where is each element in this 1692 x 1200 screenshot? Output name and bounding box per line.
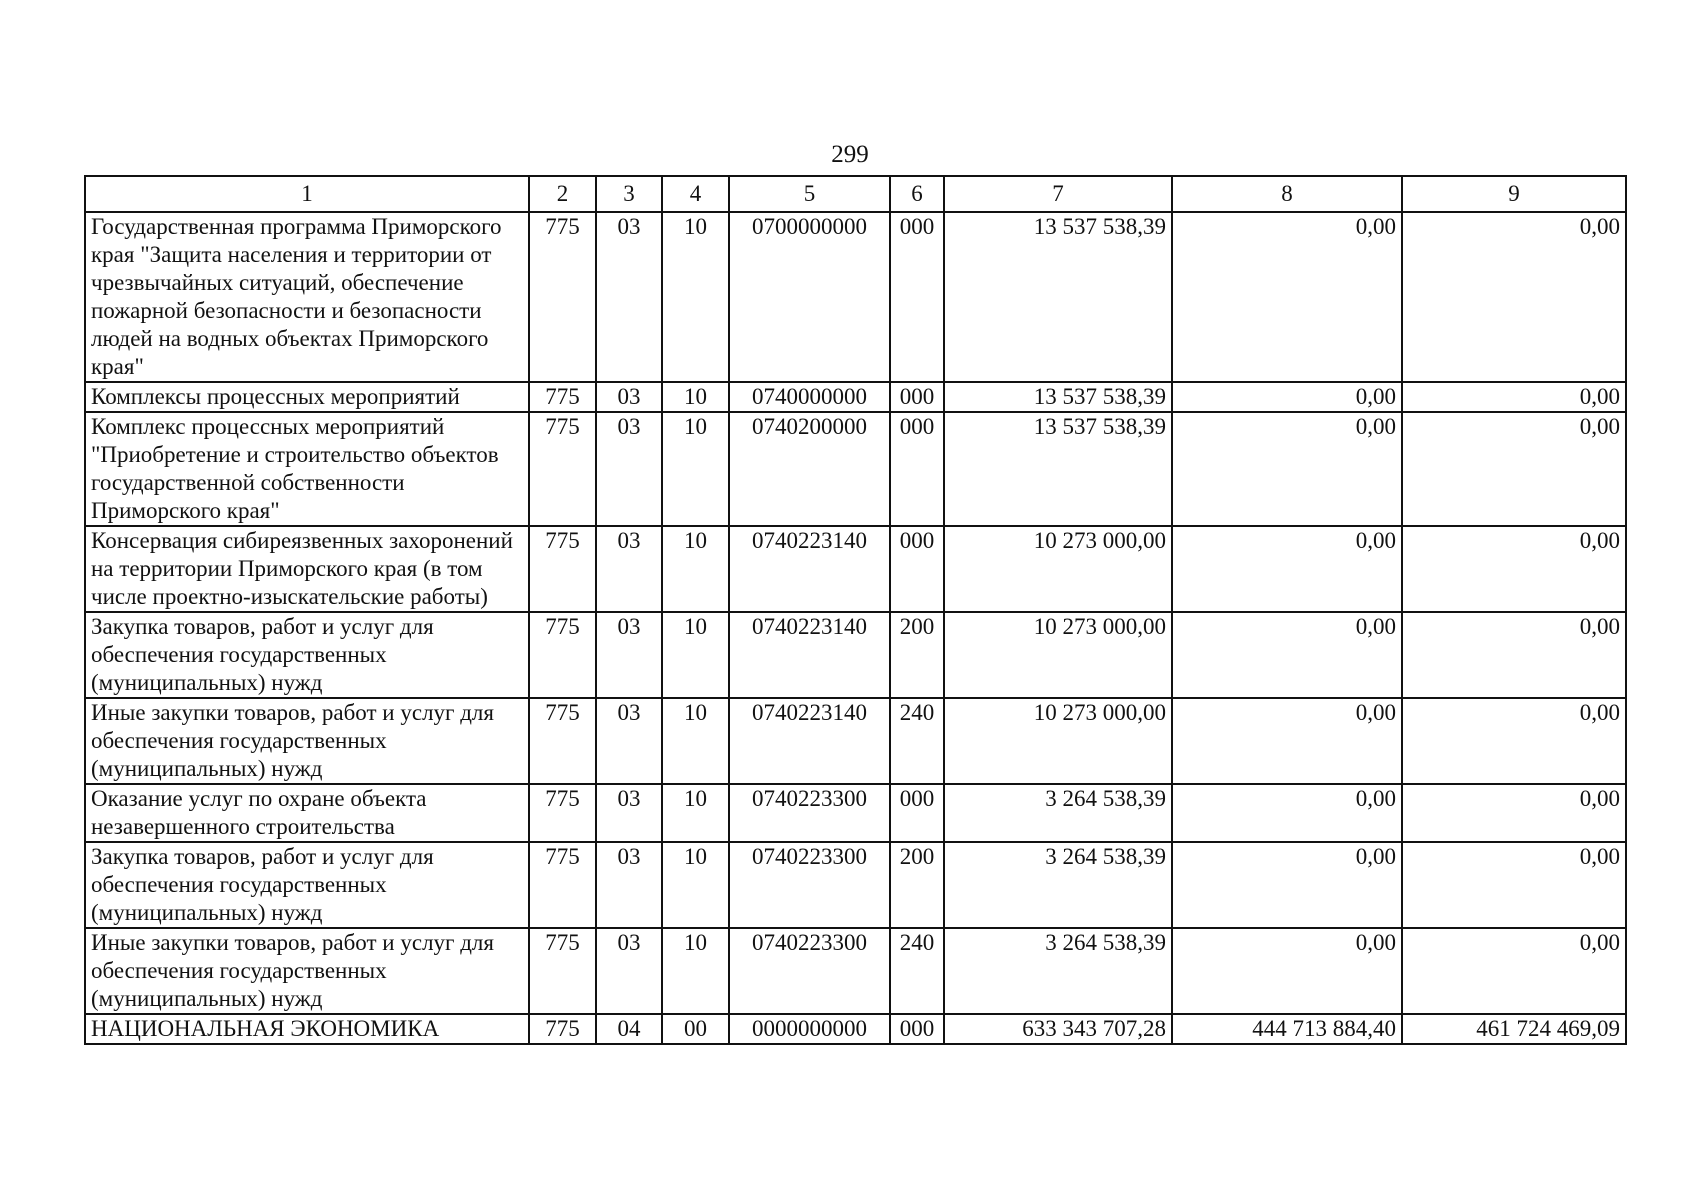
row-amount-8: 0,00 (1172, 412, 1402, 526)
table-row (85, 784, 1626, 842)
row-amount-9: 0,00 (1402, 212, 1626, 382)
row-target-code: 0740223300 (729, 842, 890, 928)
row-amount-8: 0,00 (1172, 784, 1402, 842)
column-header: 9 (1402, 176, 1626, 212)
row-section-code: 04 (596, 1014, 662, 1044)
row-amount-8: 444 713 884,40 (1172, 1014, 1402, 1044)
row-expense-type-code: 000 (890, 412, 944, 526)
column-header: 4 (662, 176, 729, 212)
row-name: Иные закупки товаров, работ и услуг для обеспечения государственных (муниципальных) нужд (85, 928, 529, 1014)
row-name: Государственная программа Приморского края "Защита населения и территории от чрезвычайных ситуаций, обеспечение пожарной безопасности и безопасности людей на водных объектах Приморского края" (85, 212, 529, 382)
table-row (85, 842, 1626, 928)
header-row (85, 176, 1626, 212)
row-ministry-code: 775 (529, 412, 596, 526)
row-subsection-code: 10 (662, 842, 729, 928)
row-amount-7: 10 273 000,00 (944, 698, 1172, 784)
row-amount-7: 3 264 538,39 (944, 784, 1172, 842)
row-section-code: 03 (596, 382, 662, 412)
row-amount-9: 0,00 (1402, 382, 1626, 412)
row-subsection-code: 10 (662, 784, 729, 842)
row-amount-9: 0,00 (1402, 526, 1626, 612)
row-expense-type-code: 000 (890, 1014, 944, 1044)
row-amount-9: 0,00 (1402, 412, 1626, 526)
row-subsection-code: 10 (662, 212, 729, 382)
row-ministry-code: 775 (529, 612, 596, 698)
page-number: 299 (831, 141, 869, 168)
row-target-code: 0740223140 (729, 698, 890, 784)
table-row (85, 382, 1626, 412)
row-subsection-code: 10 (662, 526, 729, 612)
row-name: Комплекс процессных мероприятий "Приобретение и строительство объектов государственной собственности Приморского края" (85, 412, 529, 526)
column-header: 2 (529, 176, 596, 212)
table-row (85, 526, 1626, 612)
row-subsection-code: 10 (662, 382, 729, 412)
row-ministry-code: 775 (529, 1014, 596, 1044)
row-amount-8: 0,00 (1172, 212, 1402, 382)
row-amount-8: 0,00 (1172, 612, 1402, 698)
row-target-code: 0740200000 (729, 412, 890, 526)
row-ministry-code: 775 (529, 212, 596, 382)
row-expense-type-code: 000 (890, 382, 944, 412)
table-row (85, 1014, 1626, 1044)
column-header: 1 (85, 176, 529, 212)
row-amount-8: 0,00 (1172, 698, 1402, 784)
table-row (85, 212, 1626, 382)
row-section-code: 03 (596, 526, 662, 612)
row-amount-7: 10 273 000,00 (944, 526, 1172, 612)
row-ministry-code: 775 (529, 928, 596, 1014)
row-amount-7: 10 273 000,00 (944, 612, 1172, 698)
row-name: Комплексы процессных мероприятий (85, 382, 529, 412)
row-section-code: 03 (596, 928, 662, 1014)
row-name: Иные закупки товаров, работ и услуг для обеспечения государственных (муниципальных) нужд (85, 698, 529, 784)
row-subsection-code: 00 (662, 1014, 729, 1044)
row-expense-type-code: 200 (890, 842, 944, 928)
table-row (85, 412, 1626, 526)
row-amount-9: 0,00 (1402, 784, 1626, 842)
row-amount-9: 0,00 (1402, 842, 1626, 928)
column-header: 8 (1172, 176, 1402, 212)
row-subsection-code: 10 (662, 412, 729, 526)
row-amount-7: 13 537 538,39 (944, 382, 1172, 412)
row-name: НАЦИОНАЛЬНАЯ ЭКОНОМИКА (85, 1014, 529, 1044)
row-ministry-code: 775 (529, 526, 596, 612)
row-section-code: 03 (596, 612, 662, 698)
row-expense-type-code: 240 (890, 698, 944, 784)
row-amount-7: 3 264 538,39 (944, 842, 1172, 928)
row-target-code: 0700000000 (729, 212, 890, 382)
table-row (85, 612, 1626, 698)
row-section-code: 03 (596, 784, 662, 842)
row-amount-8: 0,00 (1172, 928, 1402, 1014)
row-target-code: 0740223140 (729, 612, 890, 698)
row-name: Закупка товаров, работ и услуг для обеспечения государственных (муниципальных) нужд (85, 612, 529, 698)
budget-table (84, 175, 1627, 1045)
column-header: 3 (596, 176, 662, 212)
row-expense-type-code: 000 (890, 526, 944, 612)
row-amount-7: 13 537 538,39 (944, 212, 1172, 382)
row-target-code: 0740223300 (729, 928, 890, 1014)
row-target-code: 0000000000 (729, 1014, 890, 1044)
row-amount-9: 0,00 (1402, 612, 1626, 698)
row-subsection-code: 10 (662, 928, 729, 1014)
row-subsection-code: 10 (662, 612, 729, 698)
row-section-code: 03 (596, 412, 662, 526)
row-amount-8: 0,00 (1172, 526, 1402, 612)
column-header: 6 (890, 176, 944, 212)
row-expense-type-code: 000 (890, 212, 944, 382)
row-expense-type-code: 200 (890, 612, 944, 698)
table-row (85, 698, 1626, 784)
row-ministry-code: 775 (529, 698, 596, 784)
row-amount-7: 13 537 538,39 (944, 412, 1172, 526)
row-ministry-code: 775 (529, 382, 596, 412)
row-amount-7: 633 343 707,28 (944, 1014, 1172, 1044)
row-name: Оказание услуг по охране объекта незавершенного строительства (85, 784, 529, 842)
row-expense-type-code: 000 (890, 784, 944, 842)
row-expense-type-code: 240 (890, 928, 944, 1014)
row-target-code: 0740223140 (729, 526, 890, 612)
column-header: 5 (729, 176, 890, 212)
row-amount-9: 0,00 (1402, 928, 1626, 1014)
table-row (85, 928, 1626, 1014)
row-amount-9: 0,00 (1402, 698, 1626, 784)
row-subsection-code: 10 (662, 698, 729, 784)
row-amount-8: 0,00 (1172, 842, 1402, 928)
row-ministry-code: 775 (529, 784, 596, 842)
row-section-code: 03 (596, 842, 662, 928)
row-amount-7: 3 264 538,39 (944, 928, 1172, 1014)
row-amount-9: 461 724 469,09 (1402, 1014, 1626, 1044)
row-name: Консервация сибиреязвенных захоронений на территории Приморского края (в том числе проектно-изыскательские работы) (85, 526, 529, 612)
row-section-code: 03 (596, 698, 662, 784)
column-header: 7 (944, 176, 1172, 212)
row-amount-8: 0,00 (1172, 382, 1402, 412)
row-ministry-code: 775 (529, 842, 596, 928)
row-name: Закупка товаров, работ и услуг для обеспечения государственных (муниципальных) нужд (85, 842, 529, 928)
row-target-code: 0740223300 (729, 784, 890, 842)
row-target-code: 0740000000 (729, 382, 890, 412)
row-section-code: 03 (596, 212, 662, 382)
